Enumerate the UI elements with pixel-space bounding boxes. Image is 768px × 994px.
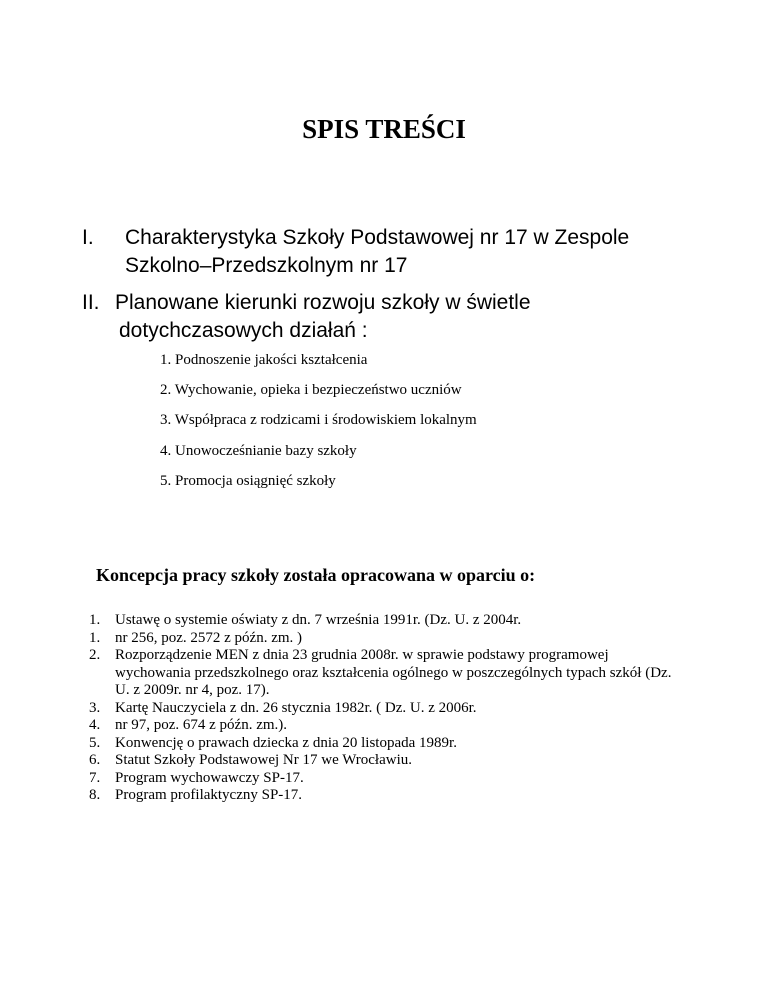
toc-section-1 — [82, 224, 629, 280]
basis-item — [89, 735, 675, 753]
toc-subsection-item: 4. Unowocześnianie bazy szkoły — [160, 442, 357, 459]
basis-item-number: 7. — [89, 769, 101, 786]
basis-list — [89, 612, 675, 805]
toc-section-title-continued: Szkolno–Przedszkolnym nr 17 — [125, 254, 408, 277]
basis-item — [89, 717, 675, 735]
toc-section-number: I. — [82, 226, 94, 249]
basis-item-text: Ustawę o systemie oświaty z dn. 7 września 1991r. (Dz. U. z 2004r. — [115, 612, 522, 628]
basis-item-number: 5. — [89, 734, 101, 751]
basis-item-text: nr 97, poz. 674 z późn. zm.). — [115, 717, 288, 733]
toc-section-title: Charakterystyka Szkoły Podstawowej nr 17 w Zespole — [125, 226, 630, 249]
basis-item-text: Konwencję o prawach dziecka z dnia 20 listopada 1989r. — [115, 734, 457, 751]
basis-item-text: Rozporządzenie MEN z dnia 23 grudnia 2008r. w sprawie podstawy programowej wychowania przedszkolnego oraz kształcenia ogólnego w poszczególnych typach szkół (Dz. U. z 2009r. nr 4, poz. 17). — [115, 647, 672, 698]
basis-item-number: 2. — [89, 647, 101, 663]
toc-subsection-item: 1. Podnoszenie jakości kształcenia — [160, 352, 368, 368]
toc-section-2 — [82, 289, 531, 345]
toc-section-line — [82, 289, 531, 317]
basis-item-number: 1. — [89, 629, 101, 646]
basis-item — [89, 770, 675, 788]
basis-item — [89, 787, 675, 805]
basis-item-number: 8. — [89, 787, 101, 803]
toc-section-line — [82, 224, 629, 252]
page-title: SPIS TREŚCI — [302, 114, 466, 144]
toc-section-number: II. — [82, 291, 100, 314]
toc-subsection-list — [160, 351, 477, 502]
basis-item-number: 4. — [89, 717, 101, 733]
basis-item-text: Statut Szkoły Podstawowej Nr 17 we Wrocławiu. — [115, 752, 412, 768]
basis-item-number: 6. — [89, 752, 101, 768]
basis-item-text: Program wychowawczy SP-17. — [115, 769, 304, 786]
basis-item-text: Kartę Nauczyciela z dn. 26 stycznia 1982r. ( Dz. U. z 2006r. — [115, 699, 477, 716]
basis-item — [89, 700, 675, 718]
basis-item-text: Program profilaktyczny SP-17. — [115, 787, 303, 803]
toc-section-title: Planowane kierunki rozwoju szkoły w świetle — [115, 291, 531, 314]
basis-item-text: nr 256, poz. 2572 z późn. zm. ) — [115, 629, 303, 646]
basis-heading: Koncepcja pracy szkoły została opracowana w oparciu o: — [96, 565, 536, 585]
basis-item — [89, 647, 675, 700]
basis-item — [89, 752, 675, 770]
toc-section-title-continued: dotychczasowych działań : — [119, 319, 368, 342]
toc-subsection-item: 2. Wychowanie, opieka i bezpieczeństwo uczniów — [160, 382, 462, 399]
basis-item — [89, 612, 675, 630]
basis-item-number: 3. — [89, 699, 101, 716]
toc-subsection-item: 5. Promocja osiągnięć szkoły — [160, 472, 336, 489]
basis-item-number: 1. — [89, 612, 101, 628]
basis-item — [89, 630, 675, 648]
toc-subsection-item: 3. Współpraca z rodzicami i środowiskiem lokalnym — [160, 412, 477, 429]
